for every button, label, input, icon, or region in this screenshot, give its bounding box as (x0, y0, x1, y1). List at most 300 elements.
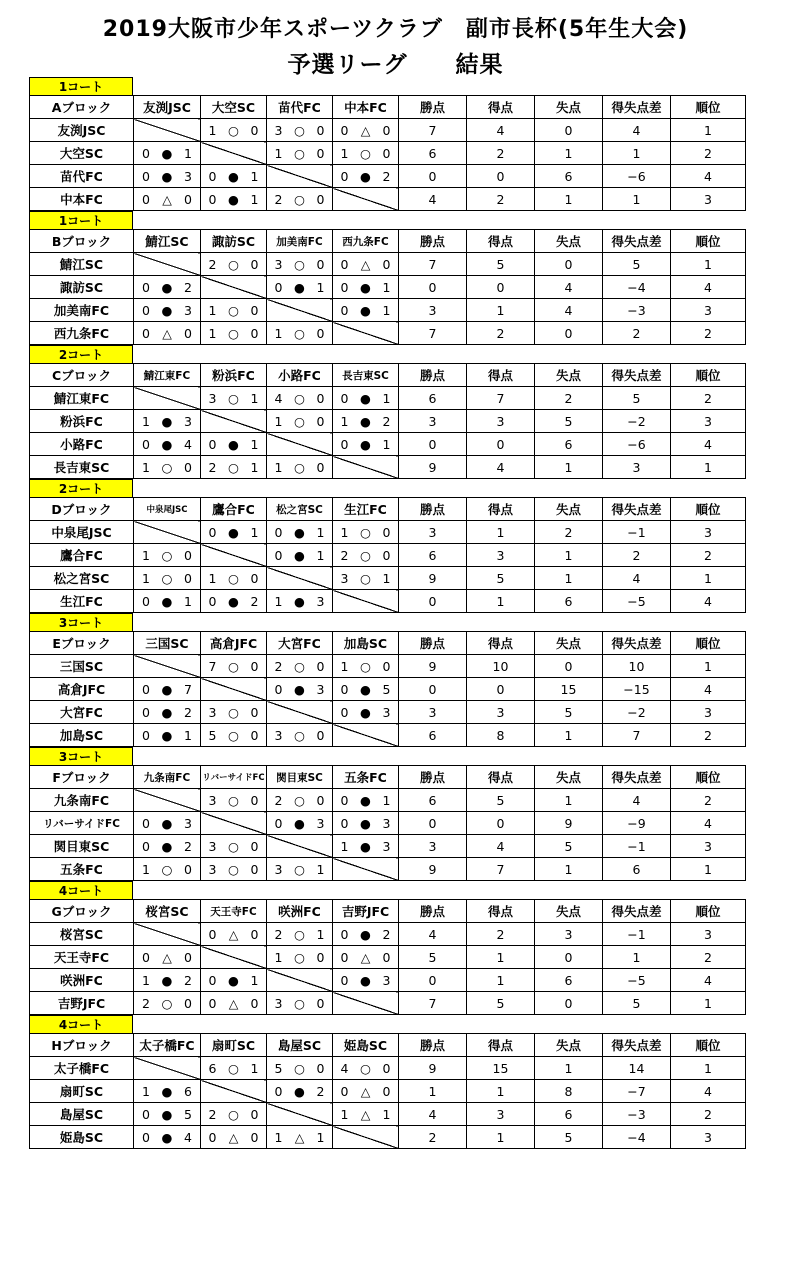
block-table (29, 229, 746, 345)
stat-cell: 1 (535, 544, 603, 567)
match-result: 0 ● 2 (201, 590, 267, 613)
column-team-header: 九条南FC (134, 766, 201, 789)
match-result: 0 ● 1 (267, 276, 333, 299)
row-team-name: 苗代FC (30, 165, 134, 188)
stat-cell: 5 (535, 835, 603, 858)
stat-cell: 6 (399, 789, 467, 812)
stat-cell: 3 (399, 521, 467, 544)
stat-cell: 1 (671, 567, 746, 590)
stat-cell: 6 (535, 590, 603, 613)
stat-cell: 6 (399, 142, 467, 165)
stat-cell: 6 (399, 544, 467, 567)
stat-cell: 7 (467, 387, 535, 410)
table-row (30, 165, 746, 188)
stat-cell: 4 (535, 276, 603, 299)
stat-cell: 7 (399, 322, 467, 345)
diagonal-cell (201, 812, 267, 835)
match-result: 3 ○ 0 (201, 835, 267, 858)
stat-cell: 2 (535, 387, 603, 410)
stat-cell: 0 (535, 253, 603, 276)
column-header: 順位 (671, 364, 746, 387)
stat-cell: 9 (535, 812, 603, 835)
stat-cell: −2 (603, 701, 671, 724)
table-row (30, 299, 746, 322)
stat-cell: 3 (399, 299, 467, 322)
match-result: 1 ○ 0 (134, 544, 201, 567)
column-team-header: 姫島SC (333, 1034, 399, 1057)
stat-cell: 2 (467, 142, 535, 165)
column-header: 順位 (671, 1034, 746, 1057)
table-row (30, 992, 746, 1015)
match-result: 0 ● 5 (134, 1103, 201, 1126)
table-row (30, 789, 746, 812)
match-result: 0 ● 1 (201, 188, 267, 211)
row-team-name: 長吉東SC (30, 456, 134, 479)
stat-cell: 8 (535, 1080, 603, 1103)
row-team-name: 関目東SC (30, 835, 134, 858)
match-result: 0 △ 0 (134, 188, 201, 211)
table-row (30, 544, 746, 567)
match-result: 0 ● 1 (333, 789, 399, 812)
row-team-name: 太子橋FC (30, 1057, 134, 1080)
stat-cell: 0 (467, 812, 535, 835)
column-header: 順位 (671, 498, 746, 521)
table-row (30, 1103, 746, 1126)
column-team-header: 三国SC (134, 632, 201, 655)
header-row (30, 96, 746, 119)
row-team-name: 天王寺FC (30, 946, 134, 969)
match-result: 0 ● 2 (134, 701, 201, 724)
stat-cell: −3 (603, 1103, 671, 1126)
stat-cell: 3 (671, 299, 746, 322)
column-team-header: 太子橋FC (134, 1034, 201, 1057)
stat-cell: 4 (399, 188, 467, 211)
column-header: 得点 (467, 766, 535, 789)
court-label: 2コート (29, 345, 133, 363)
block-name: Cブロック (30, 364, 134, 387)
table-row (30, 724, 746, 747)
stat-cell: 2 (671, 789, 746, 812)
row-team-name: 桜宮SC (30, 923, 134, 946)
diagonal-cell (333, 590, 399, 613)
title-line-2: 予選リーグ 結果 (287, 52, 504, 78)
stat-cell: 6 (535, 433, 603, 456)
column-header: 失点 (535, 364, 603, 387)
column-header: 勝点 (399, 230, 467, 253)
table-row (30, 387, 746, 410)
match-result: 0 ● 1 (134, 142, 201, 165)
stat-cell: 1 (535, 789, 603, 812)
match-result: 4 ○ 0 (333, 1057, 399, 1080)
block-4 (29, 613, 745, 747)
match-result: 1 ● 6 (134, 1080, 201, 1103)
match-result: 0 ● 3 (134, 812, 201, 835)
stat-cell: 3 (603, 456, 671, 479)
column-header: 失点 (535, 900, 603, 923)
stat-cell: 1 (467, 1126, 535, 1149)
table-row (30, 969, 746, 992)
match-result: 0 ● 1 (134, 724, 201, 747)
column-header: 得失点差 (603, 230, 671, 253)
table-row (30, 678, 746, 701)
row-team-name: 扇町SC (30, 1080, 134, 1103)
stat-cell: −1 (603, 521, 671, 544)
stat-cell: 2 (467, 923, 535, 946)
match-result: 0 ● 3 (333, 701, 399, 724)
match-result: 4 ○ 0 (267, 387, 333, 410)
table-row (30, 923, 746, 946)
stat-cell: 1 (671, 456, 746, 479)
table-row (30, 567, 746, 590)
row-team-name: 友渕JSC (30, 119, 134, 142)
column-header: 失点 (535, 230, 603, 253)
stat-cell: 3 (467, 701, 535, 724)
block-table (29, 899, 746, 1015)
stat-cell: 1 (671, 655, 746, 678)
stat-cell: 0 (399, 812, 467, 835)
column-header: 得点 (467, 900, 535, 923)
match-result: 0 ● 5 (333, 678, 399, 701)
stat-cell: −4 (603, 1126, 671, 1149)
match-result: 0 ● 2 (333, 165, 399, 188)
court-label: 4コート (29, 881, 133, 899)
stat-cell: 2 (603, 544, 671, 567)
match-result: 3 ○ 1 (267, 858, 333, 881)
table-row (30, 655, 746, 678)
column-header: 得点 (467, 632, 535, 655)
stat-cell: 0 (399, 165, 467, 188)
stat-cell: 3 (671, 410, 746, 433)
header-row (30, 766, 746, 789)
row-team-name: 小路FC (30, 433, 134, 456)
match-result: 3 ○ 0 (201, 789, 267, 812)
diagonal-cell (201, 544, 267, 567)
diagonal-cell (333, 724, 399, 747)
row-team-name: 吉野JFC (30, 992, 134, 1015)
stat-cell: −4 (603, 276, 671, 299)
block-name: Gブロック (30, 900, 134, 923)
stat-cell: −1 (603, 835, 671, 858)
diagonal-cell (267, 1103, 333, 1126)
stat-cell: 1 (603, 188, 671, 211)
stat-cell: 9 (399, 456, 467, 479)
stat-cell: 6 (535, 165, 603, 188)
stat-cell: −5 (603, 590, 671, 613)
match-result: 3 ○ 0 (267, 724, 333, 747)
column-header: 順位 (671, 96, 746, 119)
diagonal-cell (201, 1080, 267, 1103)
match-result: 2 ○ 0 (267, 789, 333, 812)
column-header: 得点 (467, 1034, 535, 1057)
block-name: Aブロック (30, 96, 134, 119)
stat-cell: 2 (671, 544, 746, 567)
match-result: 1 ○ 0 (267, 456, 333, 479)
stat-cell: 2 (671, 724, 746, 747)
stat-cell: 5 (467, 789, 535, 812)
diagonal-cell (267, 969, 333, 992)
stat-cell: 5 (603, 253, 671, 276)
match-result: 2 ○ 0 (201, 1103, 267, 1126)
column-team-header: 天王寺FC (201, 900, 267, 923)
column-header: 得失点差 (603, 1034, 671, 1057)
stat-cell: 7 (603, 724, 671, 747)
stat-cell: 4 (671, 1080, 746, 1103)
block-3 (29, 479, 745, 613)
column-team-header: 大空SC (201, 96, 267, 119)
match-result: 1 ○ 0 (267, 322, 333, 345)
column-team-header: 中泉尾JSC (134, 498, 201, 521)
stat-cell: 1 (535, 188, 603, 211)
table-row (30, 701, 746, 724)
stat-cell: 2 (671, 387, 746, 410)
row-team-name: 西九条FC (30, 322, 134, 345)
stat-cell: 2 (671, 142, 746, 165)
row-team-name: 生江FC (30, 590, 134, 613)
table-row (30, 142, 746, 165)
match-result: 2 ○ 0 (267, 188, 333, 211)
diagonal-cell (333, 858, 399, 881)
match-result: 2 ○ 0 (134, 992, 201, 1015)
column-header: 得点 (467, 498, 535, 521)
court-label: 1コート (29, 211, 133, 229)
match-result: 3 ○ 1 (333, 567, 399, 590)
match-result: 0 ● 2 (267, 1080, 333, 1103)
stat-cell: 3 (467, 544, 535, 567)
column-team-header: 鯖江東FC (134, 364, 201, 387)
diagonal-cell (201, 946, 267, 969)
block-name: Dブロック (30, 498, 134, 521)
stat-cell: 1 (467, 521, 535, 544)
block-1 (29, 211, 745, 345)
match-result: 0 ● 3 (134, 299, 201, 322)
row-team-name: 中泉尾JSC (30, 521, 134, 544)
column-header: 勝点 (399, 364, 467, 387)
stat-cell: 0 (399, 678, 467, 701)
diagonal-cell (333, 992, 399, 1015)
column-team-header: 苗代FC (267, 96, 333, 119)
row-team-name: 粉浜FC (30, 410, 134, 433)
match-result: 1 ○ 0 (333, 655, 399, 678)
match-result: 0 ● 1 (267, 544, 333, 567)
match-result: 0 ● 4 (134, 433, 201, 456)
match-result: 3 ○ 0 (267, 119, 333, 142)
match-result: 1 ○ 0 (333, 142, 399, 165)
stat-cell: 2 (603, 322, 671, 345)
column-team-header: 扇町SC (201, 1034, 267, 1057)
stat-cell: 4 (467, 835, 535, 858)
block-name: Bブロック (30, 230, 134, 253)
match-result: 0 ● 1 (201, 969, 267, 992)
column-team-header: 西九条FC (333, 230, 399, 253)
stat-cell: 2 (671, 1103, 746, 1126)
match-result: 1 △ 1 (267, 1126, 333, 1149)
column-team-header: 加美南FC (267, 230, 333, 253)
stat-cell: 0 (535, 655, 603, 678)
stat-cell: 1 (399, 1080, 467, 1103)
row-team-name: 鯖江SC (30, 253, 134, 276)
column-team-header: 加島SC (333, 632, 399, 655)
match-result: 0 ● 4 (134, 1126, 201, 1149)
match-result: 0 △ 0 (134, 322, 201, 345)
table-row (30, 858, 746, 881)
stat-cell: 0 (467, 276, 535, 299)
stat-cell: 1 (467, 1080, 535, 1103)
stat-cell: 0 (535, 322, 603, 345)
match-result: 5 ○ 0 (201, 724, 267, 747)
stat-cell: 0 (535, 119, 603, 142)
block-table (29, 1033, 746, 1149)
stat-cell: −6 (603, 433, 671, 456)
header-row (30, 498, 746, 521)
stat-cell: −3 (603, 299, 671, 322)
stat-cell: −7 (603, 1080, 671, 1103)
stat-cell: 4 (603, 789, 671, 812)
stat-cell: −2 (603, 410, 671, 433)
column-header: 順位 (671, 632, 746, 655)
column-team-header: 五条FC (333, 766, 399, 789)
match-result: 1 ○ 0 (134, 567, 201, 590)
diagonal-cell (201, 678, 267, 701)
match-result: 1 ● 3 (134, 410, 201, 433)
stat-cell: 5 (535, 701, 603, 724)
row-team-name: 三国SC (30, 655, 134, 678)
stat-cell: 0 (467, 433, 535, 456)
header-row (30, 632, 746, 655)
header-row (30, 1034, 746, 1057)
match-result: 0 ● 1 (333, 433, 399, 456)
column-team-header: 関目東SC (267, 766, 333, 789)
column-header: 得失点差 (603, 498, 671, 521)
stat-cell: 9 (399, 655, 467, 678)
stat-cell: 5 (467, 992, 535, 1015)
match-result: 5 ○ 0 (267, 1057, 333, 1080)
diagonal-cell (134, 521, 201, 544)
match-result: 0 △ 0 (333, 946, 399, 969)
match-result: 0 △ 0 (333, 253, 399, 276)
stat-cell: 3 (399, 835, 467, 858)
column-header: 得失点差 (603, 632, 671, 655)
match-result: 0 ● 7 (134, 678, 201, 701)
match-result: 3 ○ 0 (201, 701, 267, 724)
stat-cell: 4 (467, 119, 535, 142)
column-header: 失点 (535, 96, 603, 119)
court-label: 4コート (29, 1015, 133, 1033)
column-team-header: 吉野JFC (333, 900, 399, 923)
match-result: 1 ○ 0 (134, 858, 201, 881)
league-blocks (29, 77, 745, 1149)
table-row (30, 410, 746, 433)
stat-cell: 1 (671, 253, 746, 276)
stat-cell: 10 (467, 655, 535, 678)
stat-cell: 1 (535, 142, 603, 165)
stat-cell: 5 (603, 387, 671, 410)
diagonal-cell (201, 142, 267, 165)
stat-cell: 2 (467, 322, 535, 345)
match-result: 1 ● 3 (267, 590, 333, 613)
stat-cell: 4 (399, 1103, 467, 1126)
header-row (30, 364, 746, 387)
stat-cell: 0 (535, 946, 603, 969)
match-result: 0 △ 0 (333, 119, 399, 142)
column-team-header: 小路FC (267, 364, 333, 387)
diagonal-cell (333, 322, 399, 345)
stat-cell: 1 (535, 1057, 603, 1080)
match-result: 0 △ 0 (201, 1126, 267, 1149)
stat-cell: 5 (603, 992, 671, 1015)
stat-cell: −1 (603, 923, 671, 946)
stat-cell: 9 (399, 567, 467, 590)
diagonal-cell (134, 655, 201, 678)
column-header: 勝点 (399, 1034, 467, 1057)
match-result: 0 ● 2 (333, 923, 399, 946)
match-result: 0 △ 0 (201, 992, 267, 1015)
stat-cell: 0 (535, 992, 603, 1015)
row-team-name: 島屋SC (30, 1103, 134, 1126)
table-row (30, 253, 746, 276)
table-row (30, 1126, 746, 1149)
match-result: 1 ○ 0 (267, 946, 333, 969)
row-team-name: 大空SC (30, 142, 134, 165)
court-label: 2コート (29, 479, 133, 497)
stat-cell: 5 (399, 946, 467, 969)
stat-cell: 3 (671, 188, 746, 211)
column-header: 得失点差 (603, 766, 671, 789)
row-team-name: 中本FC (30, 188, 134, 211)
stat-cell: 4 (671, 969, 746, 992)
match-result: 0 ● 3 (134, 165, 201, 188)
match-result: 3 ○ 0 (201, 858, 267, 881)
match-result: 0 ● 1 (333, 387, 399, 410)
column-header: 失点 (535, 632, 603, 655)
stat-cell: 5 (467, 567, 535, 590)
stat-cell: 6 (399, 724, 467, 747)
stat-cell: 1 (603, 946, 671, 969)
column-header: 勝点 (399, 498, 467, 521)
stat-cell: 2 (467, 188, 535, 211)
row-team-name: 五条FC (30, 858, 134, 881)
table-row (30, 433, 746, 456)
stat-cell: 3 (671, 923, 746, 946)
column-team-header: 中本FC (333, 96, 399, 119)
column-header: 勝点 (399, 900, 467, 923)
stat-cell: 0 (399, 433, 467, 456)
column-header: 得点 (467, 230, 535, 253)
match-result: 1 ○ 0 (267, 410, 333, 433)
match-result: 1 ● 3 (333, 835, 399, 858)
match-result: 6 ○ 1 (201, 1057, 267, 1080)
court-label: 1コート (29, 77, 133, 95)
stat-cell: 10 (603, 655, 671, 678)
row-team-name: 大宮FC (30, 701, 134, 724)
match-result: 0 ● 1 (201, 433, 267, 456)
diagonal-cell (333, 188, 399, 211)
column-team-header: 鯖江SC (134, 230, 201, 253)
diagonal-cell (267, 299, 333, 322)
row-team-name: 咲洲FC (30, 969, 134, 992)
block-5 (29, 747, 745, 881)
column-header: 順位 (671, 766, 746, 789)
stat-cell: 3 (399, 410, 467, 433)
stat-cell: 2 (671, 946, 746, 969)
block-0 (29, 77, 745, 211)
stat-cell: 4 (535, 299, 603, 322)
row-team-name: リバーサイドFC (30, 812, 134, 835)
stat-cell: 9 (399, 858, 467, 881)
stat-cell: 6 (535, 1103, 603, 1126)
match-result: 0 ● 2 (134, 835, 201, 858)
row-team-name: 加島SC (30, 724, 134, 747)
match-result: 0 ● 3 (333, 969, 399, 992)
